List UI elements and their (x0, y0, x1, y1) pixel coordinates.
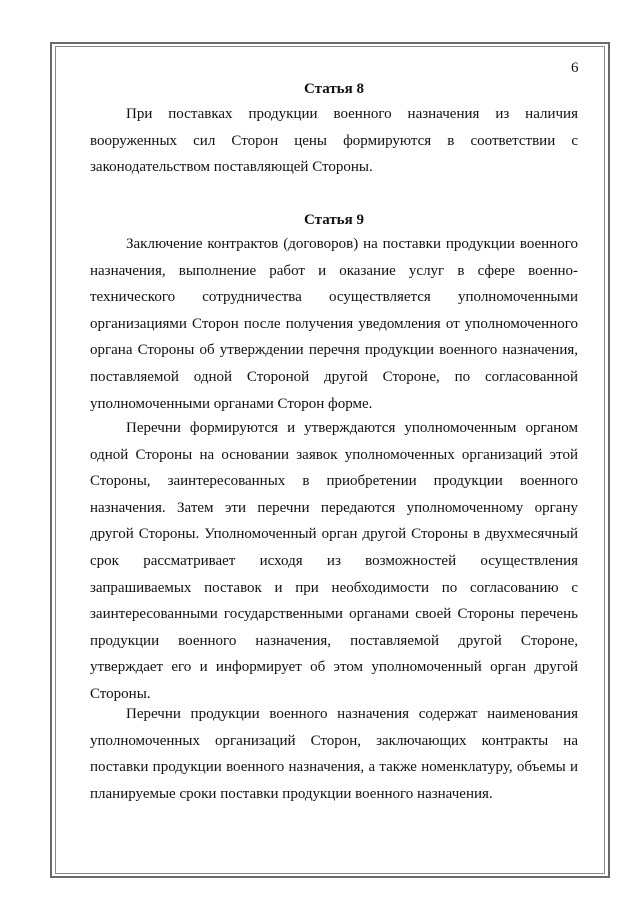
article-8-heading: Статья 8 (304, 81, 364, 97)
page-number: 6 (571, 60, 579, 76)
article-9-paragraph-1: Заключение контрактов (договоров) на поставки продукции военного назначения, выполнение работ и оказание услуг в сфере военно-технического сотрудничества осуществляется уполномоченными организациями Сторон после получения уведомления от уполномоченного органа Стороны об утверждении перечня продукции военного назначения, поставляемой одной Стороной другой Стороне, по согласованной уполномоченными органами Сторон форме. (90, 236, 578, 412)
article-9-heading: Статья 9 (304, 212, 364, 228)
article-9-paragraph-2: Перечни формируются и утверждаются уполномоченным органом одной Стороны на основании заявок уполномоченных организаций этой Стороны, заинтересованных в приобретении продукции военного назначения. Затем эти перечни передаются уполномоченному органу другой Стороны. Уполномоченный орган другой Стороны в двухмесячный срок рассматривает исходя из возможностей осуществления запрашиваемых поставок и при необходимости по согласованию с заинтересованными государственными органами своей Стороны перечень продукции военного назначения, поставляемой другой Стороне, утверждает его и информирует об этом уполномоченный орган другой Стороны. (90, 420, 578, 702)
article-8-paragraph-1: При поставках продукции военного назначения из наличия вооруженных сил Сторон цены формируются в соответствии с законодательством поставляющей Стороны. (90, 106, 578, 176)
article-9-paragraph-3: Перечни продукции военного назначения содержат наименования уполномоченных организаций Сторон, заключающих контракты на поставки продукции военного назначения, а также номенклатуру, объемы и планируемые сроки поставки продукции военного назначения. (90, 706, 578, 802)
